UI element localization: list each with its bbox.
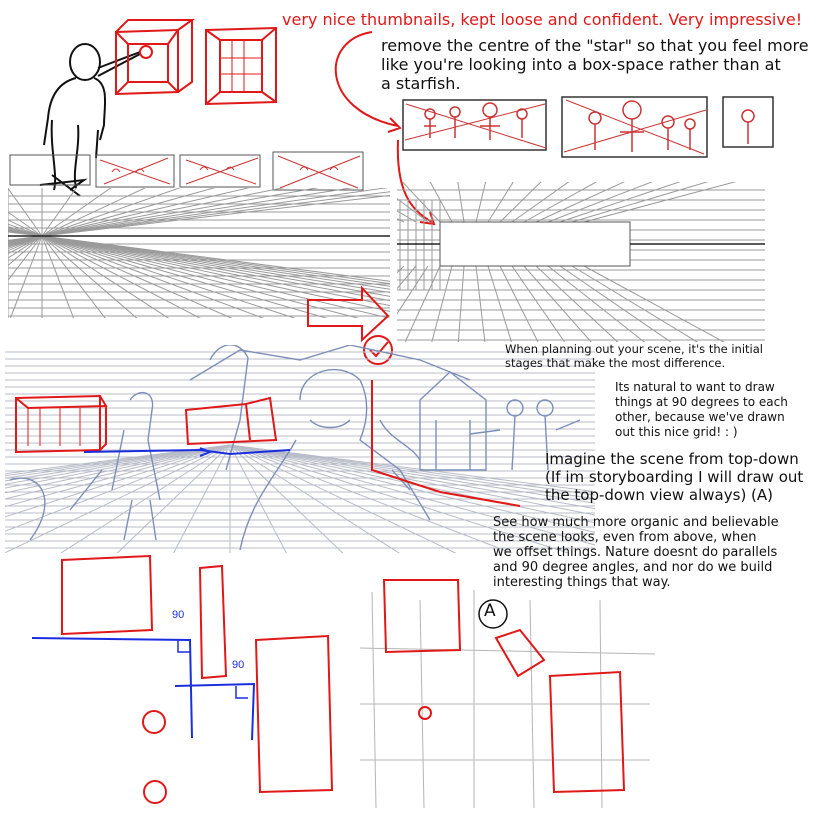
label-a: A <box>484 601 496 621</box>
note-line: stages that make the most difference. <box>505 356 726 370</box>
top-down-plan-left <box>32 556 332 803</box>
thumbnail-strip-right <box>403 97 773 157</box>
planning-note <box>505 342 763 370</box>
ceiling-line <box>476 176 487 222</box>
ceiling-line <box>457 176 464 222</box>
note-line: remove the centre of the "star" so that you feel more <box>381 36 809 55</box>
angle-mark-label: 90 <box>232 659 245 671</box>
note-line: out this nice grid! : ) <box>615 425 738 439</box>
ceiling-line <box>560 176 697 222</box>
note-line: the top-down view always) (A) <box>545 486 774 504</box>
ceiling-line <box>512 176 577 222</box>
note-line: we offset things. Nature doesnt do parallels <box>493 545 778 560</box>
star-critique-note <box>381 36 809 93</box>
note-line: Its natural to want to draw <box>615 380 775 394</box>
scene-perspective-line <box>0 445 230 560</box>
scene-perspective-line <box>110 445 230 560</box>
note-line: (If im storyboarding I will draw out <box>545 468 804 486</box>
natural-angles-note <box>615 380 788 440</box>
note-line: things at 90 degrees to each <box>615 395 788 409</box>
scene-perspective-line <box>170 445 230 560</box>
note-line: interesting things that way. <box>493 575 671 590</box>
note-line: other, because we've drawn <box>615 410 785 424</box>
ceiling-line <box>500 176 547 222</box>
note-line: When planning out your scene, it's the initial <box>505 342 763 356</box>
organic-offset-note <box>493 515 779 590</box>
note-line: a starfish. <box>381 74 461 93</box>
note-line: Imagine the scene from top-down <box>545 450 799 468</box>
note-line: See how much more organic and believable <box>493 515 779 530</box>
top-down-plan-right <box>360 580 655 808</box>
scene-perspective-line <box>230 445 350 560</box>
angle-mark-label: 90 <box>172 609 185 621</box>
note-line: and 90 degree angles, and nor do we build <box>493 560 773 575</box>
ceiling-line <box>337 176 416 222</box>
red-box-thumbnails <box>116 20 276 104</box>
ceiling-line <box>584 176 757 222</box>
note-line: like you're looking into a box-space rather than at <box>381 55 781 74</box>
scene-perspective-line <box>230 445 290 560</box>
praise-note: very nice thumbnails, kept loose and confident. Very impressive! <box>282 10 803 29</box>
ceiling-line <box>157 176 344 222</box>
ceiling-line <box>536 176 637 222</box>
scene-perspective-line <box>230 445 530 560</box>
ceiling-line <box>488 176 517 222</box>
top-down-note <box>545 450 803 504</box>
note-line: the scene looks, even from above, when <box>493 530 757 545</box>
